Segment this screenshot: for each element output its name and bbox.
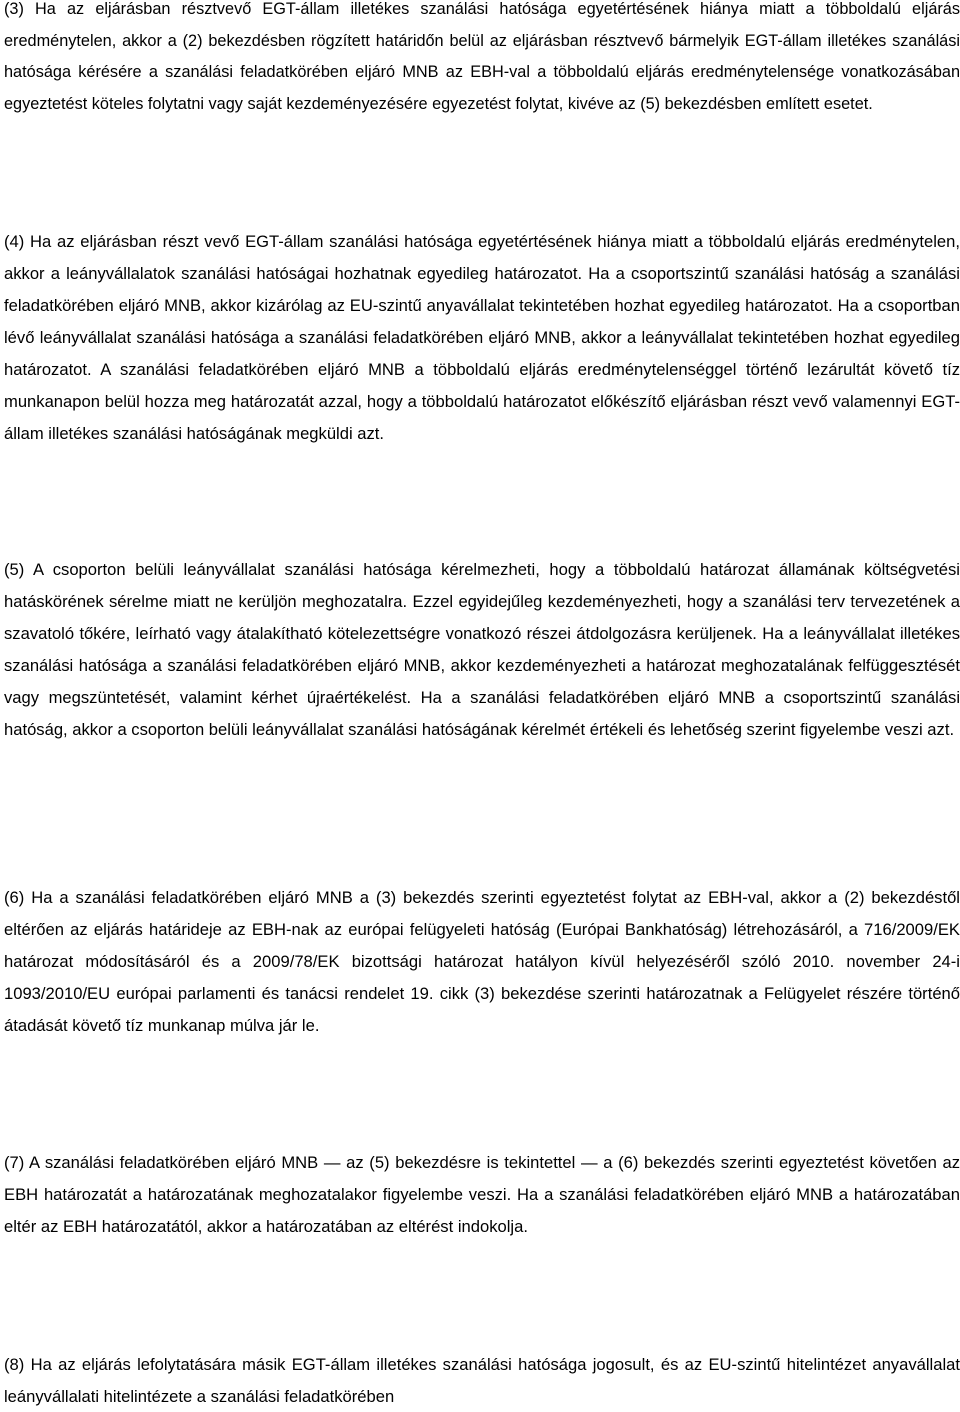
- paragraph-5: (5) A csoporton belüli leányvállalat szanálási hatósága kérelmezheti, hogy a többoldalú határozat államának költségvetési hatáskörének sérelme miatt ne kerüljön meghozatalra. Ezzel egyidejűleg kezdeményezheti, hogy a szanálási terv tervezetének a szavatoló tőkére, leírható vagy átalakítható kötelezettségre vonatkozó részei átdolgozásra kerüljenek. Ha a leányvállalat illetékes szanálási hatósága a szanálási feladatkörében eljáró MNB, akkor kezdeményezheti a határozat meghozatalának felfüggesztését vagy megszüntetését, valamint kérhet újraértékelést. Ha a szanálási feladatkörében eljáró MNB a csoportszintű szanálási hatóság, akkor a csoporton belüli leányvállalat szanálási hatóságának kérelmét értékeli és lehetőség szerint figyelembe veszi azt.: [4, 560, 960, 739]
- paragraph-7: (7) A szanálási feladatkörében eljáró MNB — az (5) bekezdésre is tekintettel — a (6) bekezdés szerinti egyeztetést követően az EBH határozatát a határozatának meghozatalakor figyelembe veszi. Ha a szanálási feladatkörében eljáró MNB a határozatában eltér az EBH határozatától, akkor a határozatában az eltérést indokolja.: [4, 1153, 960, 1236]
- paragraph-4: (4) Ha az eljárásban részt vevő EGT-állam szanálási hatósága egyetértésének hiánya miatt a többoldalú eljárás eredménytelen, akkor a leányvállalatok szanálási hatóságai hozhatnak egyedileg határozatot. Ha a csoportszintű szanálási hatóság a szanálási feladatkörében eljáró MNB, akkor kizárólag az EU-szintű anyavállalat tekintetében hozhat egyedileg határozatot. Ha a csoportban lévő leányvállalat szanálási hatósága a szanálási feladatkörében eljáró MNB, akkor a leányvállalat tekintetében hozhat egyedileg határozatot. A szanálási feladatkörében eljáró MNB a többoldalú eljárás eredménytelenséggel történő lezárultát követő tíz munkanapon belül hozza meg határozatát azzal, hogy a többoldalú határozatot előkészítő eljárásban részt vevő valamennyi EGT-állam illetékes szanálási hatóságának megküldi azt.: [4, 232, 960, 443]
- paragraph-6: (6) Ha a szanálási feladatkörében eljáró MNB a (3) bekezdés szerinti egyeztetést folytat az EBH-val, akkor a (2) bekezdéstől eltérően az eljárás határideje az EBH-nak az európai felügyeleti hatóság (Európai Bankhatóság) létrehozásáról, a 716/2009/EK határozat módosításáról és a 2009/78/EK bizottsági határozat hatályon kívül helyezéséről szóló 2010. november 24-i 1093/2010/EU európai parlamenti és tanácsi rendelet 19. cikk (3) bekezdése szerinti határozatnak a Felügyelet részére történő átadását követő tíz munkanap múlva jár le.: [4, 888, 960, 1035]
- paragraph-8: (8) Ha az eljárás lefolytatására másik EGT-állam illetékes szanálási hatósága jogosult, és az EU-szintű hitelintézet anyavállalat leányvállalati hitelintézete a szanálási feladatkörében: [4, 1355, 960, 1406]
- paragraph-3: (3) Ha az eljárásban résztvevő EGT-állam illetékes szanálási hatósága egyetértésének hiánya miatt a többoldalú eljárás eredménytelen, akkor a (2) bekezdésben rögzített határidőn belül az eljárásban résztvevő bármelyik EGT-állam illetékes szanálási hatósága kérésére a szanálási feladatkörében eljáró MNB az EBH-val a többoldalú eljárás eredménytelensége vonatkozásában egyeztetést köteles folytatni vagy saját kezdeményezésére egyezetést folytat, kivéve az (5) bekezdésben említett esetet.: [4, 0, 960, 113]
